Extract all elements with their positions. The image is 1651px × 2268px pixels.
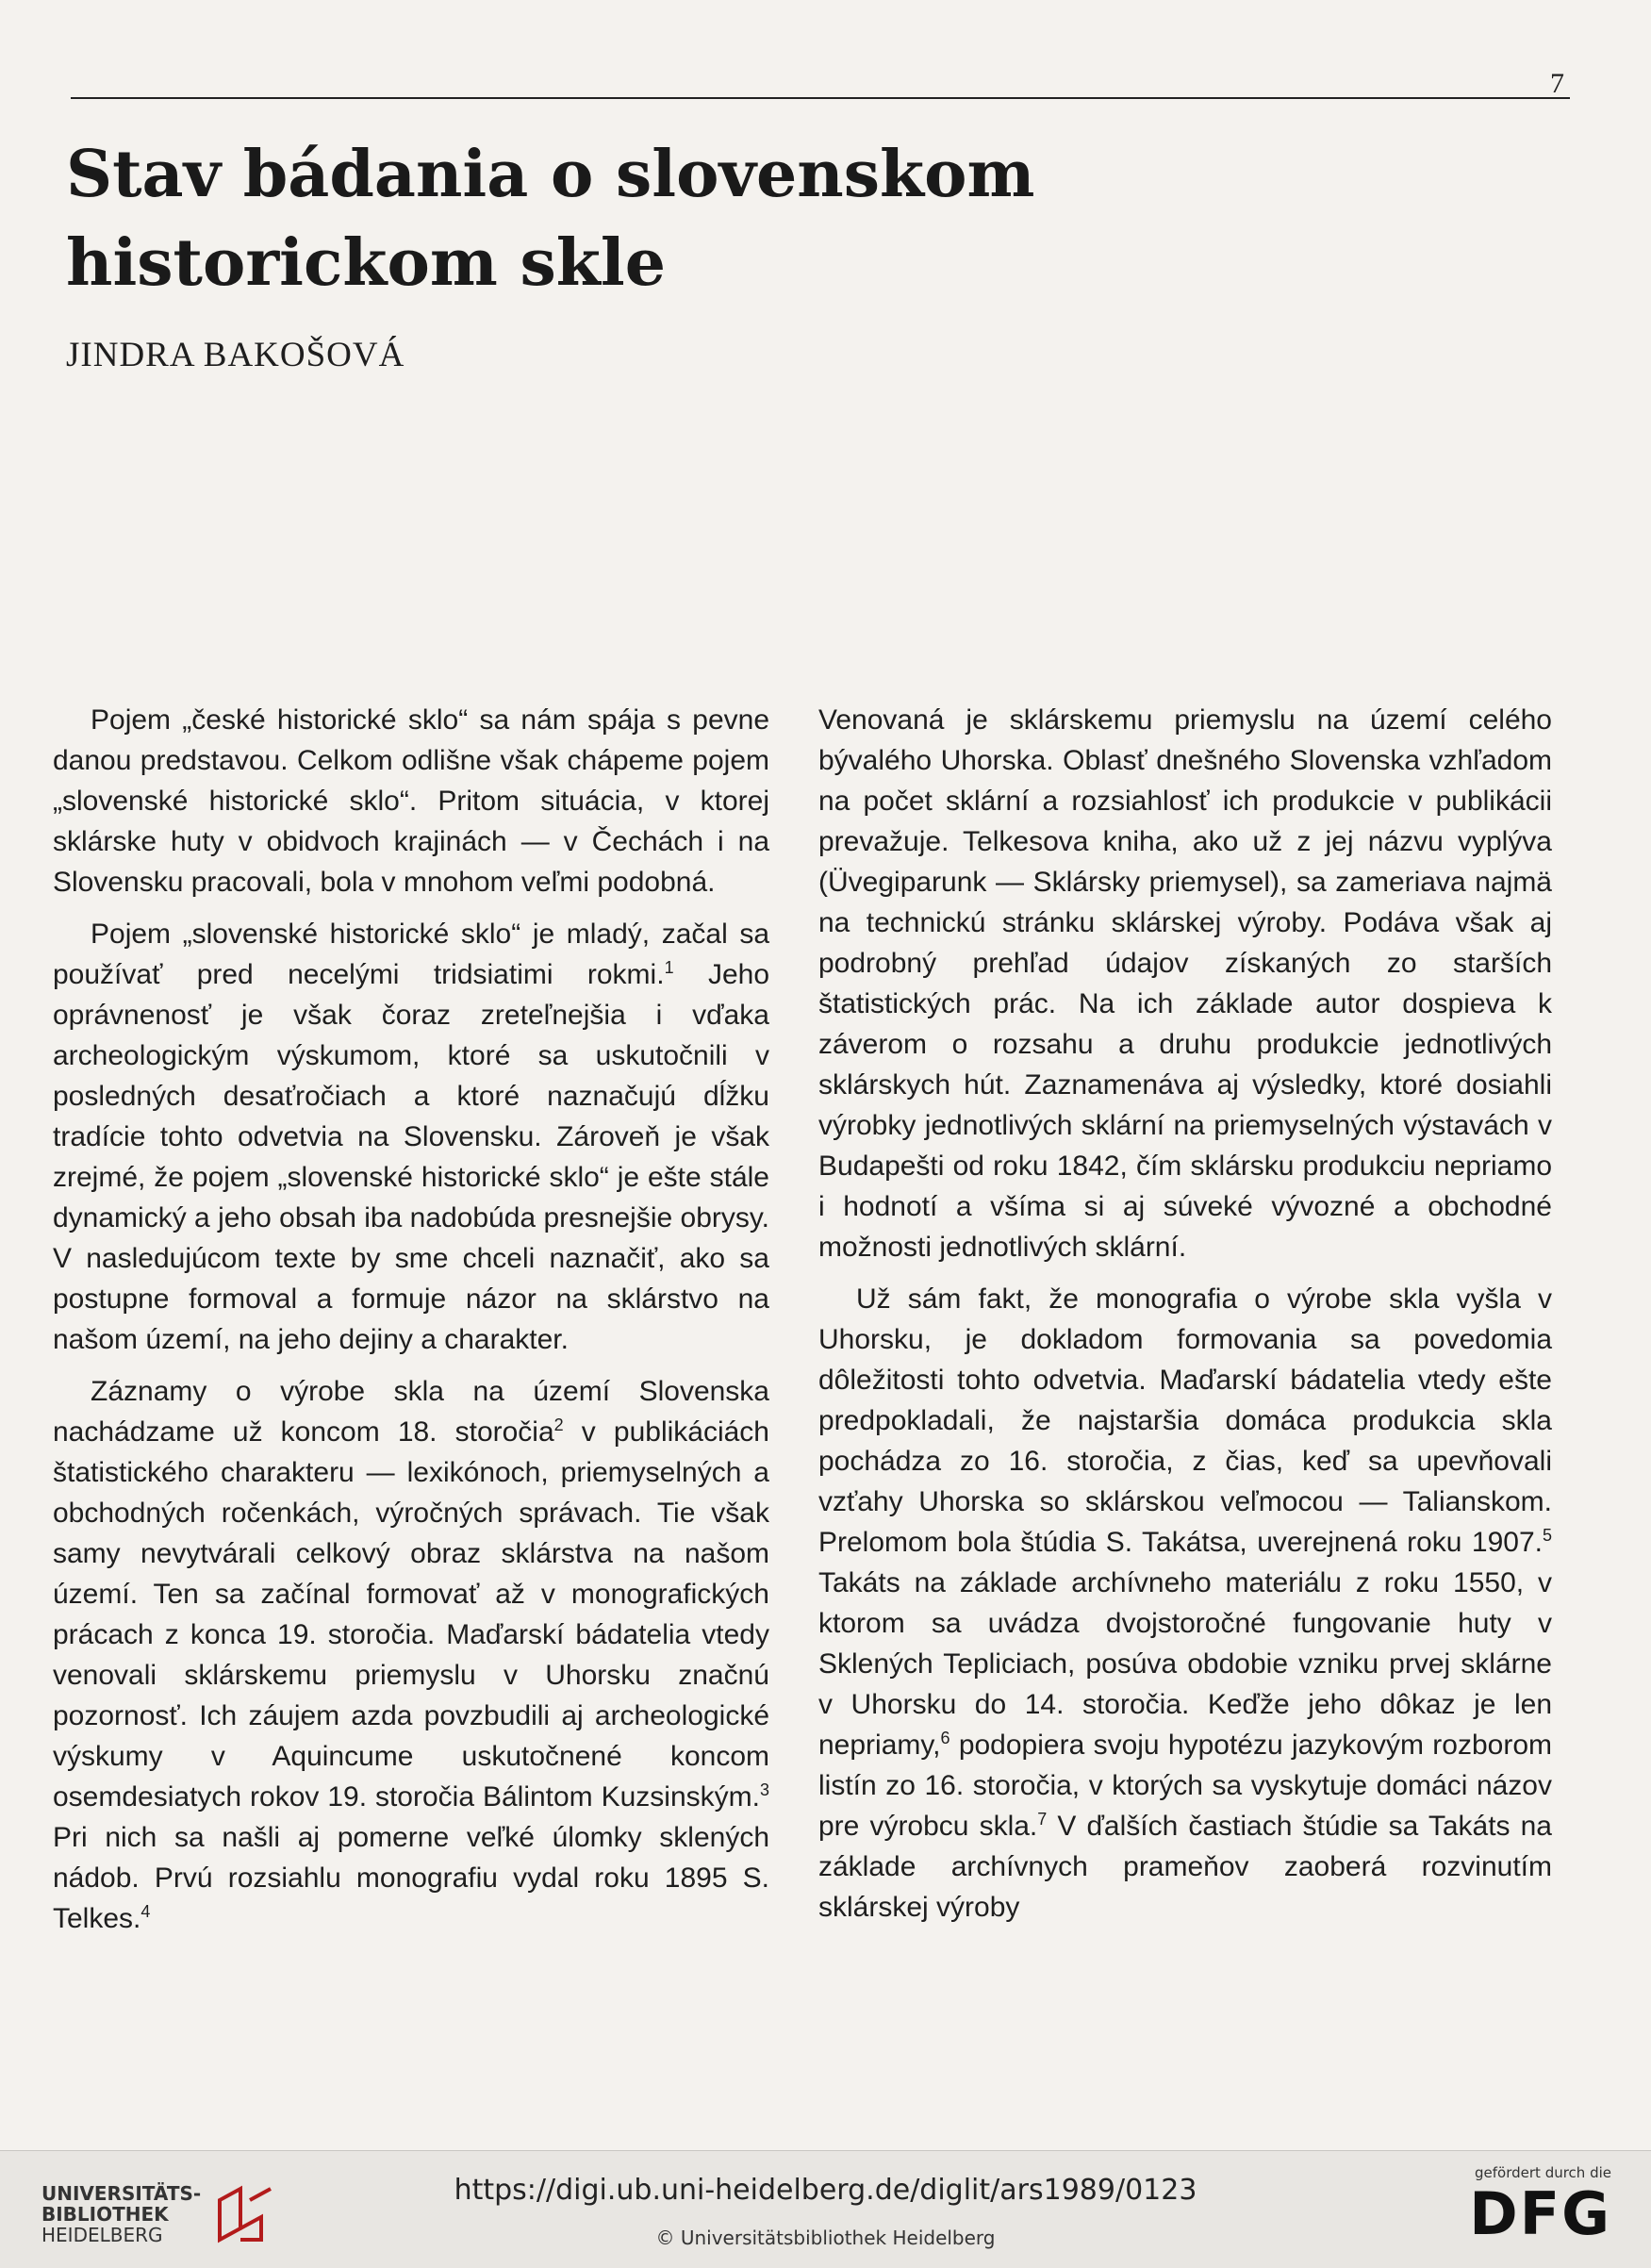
footnote-ref[interactable]: 1 — [664, 958, 674, 977]
footnote-ref[interactable]: 4 — [140, 1902, 151, 1921]
footnote-ref[interactable]: 6 — [940, 1729, 950, 1747]
funded-by-label: gefördert durch die — [1475, 2164, 1611, 2181]
page-number: 7 — [1550, 68, 1564, 99]
copyright-notice: © Universitätsbibliothek Heidelberg — [655, 2227, 996, 2249]
permalink-url[interactable]: https://digi.ub.uni-heidelberg.de/diglit/ars1989/0123 — [454, 2174, 1197, 2207]
footnote-ref[interactable]: 5 — [1542, 1526, 1552, 1545]
dfg-logo[interactable]: DFG — [1469, 2179, 1611, 2248]
title-line-1: Stav bádania o slovenskom — [66, 137, 1035, 212]
right-column — [818, 700, 1552, 1939]
footnote-ref[interactable]: 2 — [553, 1415, 564, 1434]
dfg-funding — [1469, 2164, 1611, 2247]
paragraph: Pojem „slovenské historické sklo“ je mladý, začal sa používať pred necelými tridsiatimi rokmi.$^1$ Jeho oprávnenosť je však čoraz zreteľnejšia i vďaka archeologickým výskumom, ktoré sa uskutočnili v posledných desaťročiach a ktoré naznačujú dĺžku tradície tohto odvetvia na Slovensku. Zároveň je však zrejmé, že pojem „slovenské historické sklo“ je ešte stále dynamický a jeho obsah iba nadobúda presnejšie obrysy. V nasledujúcom texte by sme chceli naznačiť, ako sa postupne formoval a formuje názor na sklárstvo na našom území, na jeho dejiny a charakter. — [53, 919, 769, 1355]
footnote-ref[interactable]: 7 — [1037, 1810, 1048, 1829]
paragraph: Už sám fakt, že monografia o výrobe skla vyšla v Uhorsku, je dokladom formovania sa povedomia dôležitosti tohto odvetvia. Maďarskí bádatelia vtedy ešte predpokladali, že najstaršia domáca produkcia skla pochádza zo 16. storočia, z čias, keď sa upevňovali vzťahy Uhorska so sklárskou veľmocou — Talianskom. Prelomom bola štúdia S. Takátsa, uverejnená roku 1907.$^5$ Takáts na základe archívneho materiálu z roku 1550, v ktorom sa uvádza dvojstoročné fungovanie huty v Sklených Tepliciach, posúva obdobie vzniku prvej sklárne v Uhorsku do 14. storočia. Keďže jeho dôkaz je len nepriamy,$^6$ podopiera svoju hypotézu jazykovým rozborom listín zo 16. storočia, v ktorých sa vyskytuje domáci názov pre výrobcu skla.$^7$ V ďalších častiach štúdie sa Takáts na základe archívnych prameňov zaoberá rozvinutím sklárskej výroby — [818, 1283, 1552, 1923]
title-line-2: historickom skle — [66, 225, 666, 301]
library-name: UNIVERSITÄTS- BIBLIOTHEK HEIDELBERG — [41, 2182, 202, 2246]
paragraph: Záznamy o výrobe skla na území Slovenska nachádzame už koncom 18. storočia$^2$ v publikáciách štatistického charakteru — lexikónoch, priemyselných a obchodných ročenkách, výročných správach. Tie však samy nevytvárali celkový obraz sklárstva na našom území. Ten sa začínal formovať až v monografických prácach z konca 19. storočia. Maďarskí bádatelia vtedy venovali sklárskemu priemyslu v Uhorsku značnú pozornosť. Ich záujem azda povzbudili aj archeologické výskumy v Aquincume uskutočnené koncom osemdesiatych rokov 19. storočia Bálintom Kuzsinským.$^3$ Pri nich sa našli aj pomerne veľké úlomky sklených nádob. Prvú rozsiahlu monografiu vydal roku 1895 S. Telkes.$^4$ — [53, 1376, 769, 1934]
left-column — [53, 700, 769, 1950]
article-author: JINDRA BAKOŠOVÁ — [66, 336, 405, 374]
paragraph: Venovaná je sklárskemu priemyslu na území celého bývalého Uhorska. Oblasť dnešného Slovenska vzhľadom na počet sklární a rozsiahlosť ich produkcie v publikácii prevažuje. Telkesova kniha, ako už z jej názvu vyplýva (Üvegiparunk — Sklársky priemysel), sa zameriava najmä na technickú stránku sklárskej výroby. Podáva však aj podrobný prehľad údajov získaných zo starších štatistických prác. Na ich základe autor dospieva k záverom o rozsahu a druhu produkcie jednotlivých sklárskych hút. Zaznamenáva aj výsledky, ktoré dosiahli výrobky jednotlivých sklární na priemyselných výstavách v Budapešti od roku 1842, čím sklársku produkciu nepriamo i hodnotí a všíma si aj súveké vývozné a obchodné možnosti jednotlivých sklární. — [818, 704, 1552, 1263]
footnote-ref[interactable]: 3 — [759, 1780, 769, 1799]
viewer-footer — [0, 2150, 1651, 2268]
paragraph: Pojem „české historické sklo“ sa nám spája s pevne danou predstavou. Celkom odlišne však chápeme pojem „slovenské historické sklo“. Pritom situácia, v ktorej sklárske huty v obidvoch krajinách — v Čechách i na Slovensku pracovali, bola v mnohom veľmi podobná. — [53, 704, 769, 898]
article-title — [66, 130, 1197, 307]
header-rule — [71, 97, 1570, 99]
